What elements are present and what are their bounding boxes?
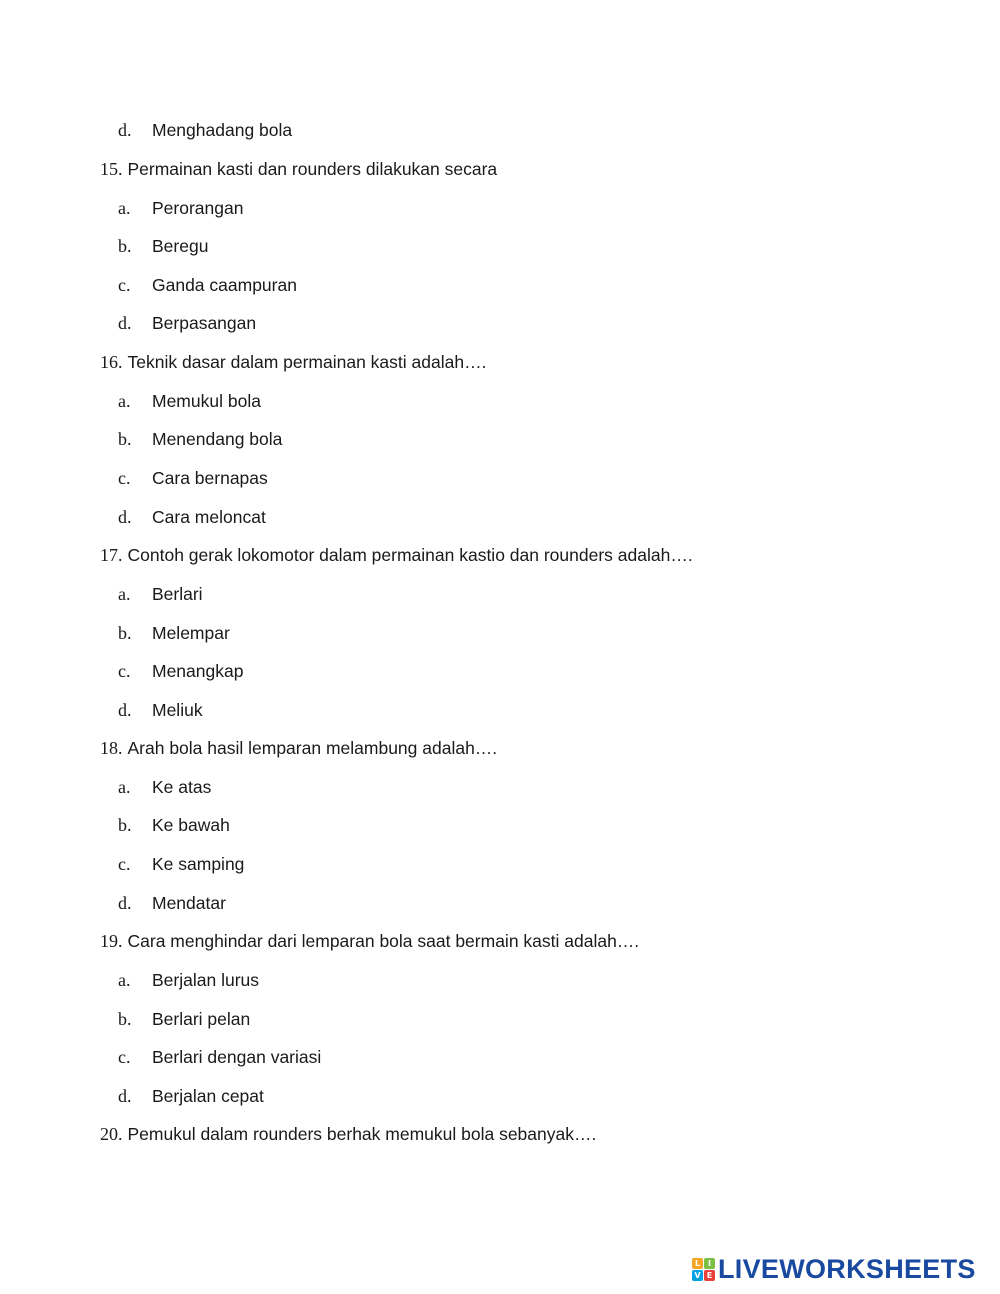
option-letter: a.	[118, 391, 131, 411]
option-letter: b.	[118, 815, 132, 835]
option-text: Menangkap	[152, 661, 244, 681]
question-text: Contoh gerak lokomotor dalam permainan kastio dan rounders adalah….	[127, 545, 693, 565]
option-text: Berjalan lurus	[152, 970, 259, 990]
option-text: Berlari pelan	[152, 1009, 251, 1029]
option-letter: b.	[118, 1009, 132, 1029]
q19-option-c	[118, 1045, 321, 1069]
question-text: Permainan kasti dan rounders dilakukan secara	[127, 159, 498, 179]
question-number: 17.	[100, 545, 123, 565]
logo-tile-i: I	[704, 1258, 715, 1269]
option-text: Berlari dengan variasi	[152, 1047, 322, 1067]
option-text: Memukul bola	[152, 391, 261, 411]
q19-option-d	[118, 1084, 264, 1108]
logo-text: LIVEWORKSHEETS	[718, 1253, 976, 1284]
q15-option-a	[118, 196, 243, 220]
q17-option-b	[118, 621, 230, 645]
q18-option-a	[118, 775, 211, 799]
option-text: Ke bawah	[152, 815, 230, 835]
q15-option-c	[118, 273, 297, 297]
q18-option-d	[118, 891, 226, 915]
q14-option-d	[118, 118, 292, 142]
q16-option-c	[118, 466, 268, 490]
question-text: Pemukul dalam rounders berhak memukul bola sebanyak….	[127, 1124, 597, 1144]
q17-option-d	[118, 698, 203, 722]
option-letter: c.	[118, 661, 131, 681]
question-17	[100, 543, 693, 567]
question-text: Teknik dasar dalam permainan kasti adalah….	[127, 352, 487, 372]
option-letter: d.	[118, 700, 132, 720]
question-number: 20.	[100, 1124, 123, 1144]
option-letter: b.	[118, 429, 132, 449]
option-text: Menghadang bola	[152, 120, 293, 140]
option-text: Meliuk	[152, 700, 203, 720]
option-text: Mendatar	[152, 893, 226, 913]
option-letter: c.	[118, 468, 131, 488]
option-letter: a.	[118, 777, 131, 797]
question-text: Cara menghindar dari lemparan bola saat bermain kasti adalah….	[127, 931, 640, 951]
q19-option-a	[118, 968, 259, 992]
option-letter: a.	[118, 198, 131, 218]
option-text: Ke atas	[152, 777, 212, 797]
q16-option-d	[118, 505, 266, 529]
option-text: Cara meloncat	[152, 507, 266, 527]
q19-option-b	[118, 1007, 250, 1031]
option-text: Menendang bola	[152, 429, 283, 449]
option-text: Berlari	[152, 584, 203, 604]
question-number: 16.	[100, 352, 123, 372]
option-text: Berjalan cepat	[152, 1086, 264, 1106]
option-text: Cara bernapas	[152, 468, 268, 488]
q15-option-b	[118, 234, 208, 258]
option-letter: d.	[118, 507, 132, 527]
option-letter: d.	[118, 1086, 132, 1106]
option-letter: a.	[118, 584, 131, 604]
option-letter: a.	[118, 970, 131, 990]
question-number: 18.	[100, 738, 123, 758]
question-20	[100, 1122, 596, 1146]
option-letter: c.	[118, 275, 131, 295]
q18-option-c	[118, 852, 244, 876]
option-text: Ganda caampuran	[152, 275, 297, 295]
question-number: 19.	[100, 931, 123, 951]
q15-option-d	[118, 311, 256, 335]
option-text: Beregu	[152, 236, 209, 256]
q16-option-b	[118, 427, 282, 451]
option-letter: d.	[118, 120, 132, 140]
option-text: Perorangan	[152, 198, 244, 218]
option-letter: d.	[118, 313, 132, 333]
logo-tile-v: V	[692, 1270, 703, 1281]
question-18	[100, 736, 497, 760]
option-text: Berpasangan	[152, 313, 257, 333]
option-letter: b.	[118, 623, 132, 643]
option-text: Ke samping	[152, 854, 245, 874]
question-number: 15.	[100, 159, 123, 179]
liveworksheets-logo	[692, 1252, 976, 1286]
q17-option-c	[118, 659, 243, 683]
question-15	[100, 157, 497, 181]
q18-option-b	[118, 813, 230, 837]
question-text: Arah bola hasil lemparan melambung adalah….	[127, 738, 498, 758]
option-text: Melempar	[152, 623, 230, 643]
question-16	[100, 350, 486, 374]
option-letter: c.	[118, 854, 131, 874]
q16-option-a	[118, 389, 261, 413]
logo-tile-l: L	[692, 1258, 703, 1269]
q17-option-a	[118, 582, 203, 606]
logo-tile-e: E	[704, 1270, 715, 1281]
question-19	[100, 929, 639, 953]
option-letter: d.	[118, 893, 132, 913]
option-letter: b.	[118, 236, 132, 256]
logo-mark-icon	[692, 1258, 715, 1281]
option-letter: c.	[118, 1047, 131, 1067]
